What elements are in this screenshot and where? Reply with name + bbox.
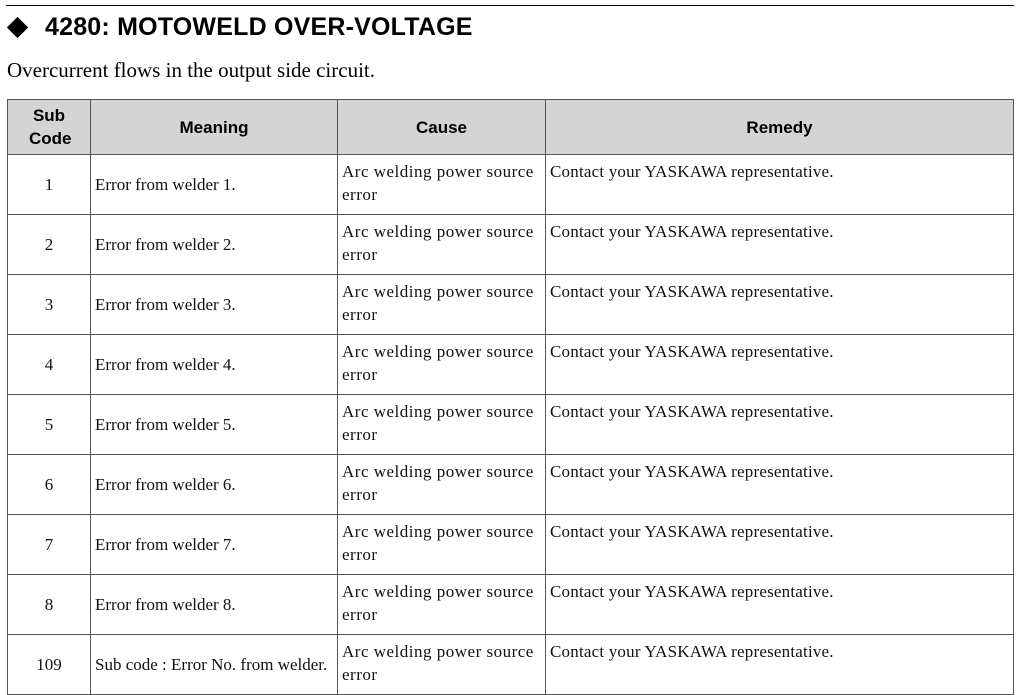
remedy-cell: Contact your YASKAWA representative.	[546, 275, 1014, 335]
table-row	[8, 395, 1014, 455]
meaning-cell: Error from welder 6.	[91, 455, 338, 515]
sub-code-cell: 8	[8, 575, 91, 635]
cause-cell: Arc welding power source error	[338, 575, 546, 635]
meaning-cell: Error from welder 1.	[91, 155, 338, 215]
table-row	[8, 575, 1014, 635]
cause-cell: Arc welding power source error	[338, 335, 546, 395]
meaning-cell: Sub code : Error No. from welder.	[91, 635, 338, 695]
cause-cell: Arc welding power source error	[338, 455, 546, 515]
sub-code-cell: 7	[8, 515, 91, 575]
sub-code-cell: 4	[8, 335, 91, 395]
cause-cell: Arc welding power source error	[338, 515, 546, 575]
header-cause: Cause	[338, 100, 546, 155]
sub-code-cell: 109	[8, 635, 91, 695]
remedy-cell: Contact your YASKAWA representative.	[546, 515, 1014, 575]
table-row	[8, 515, 1014, 575]
meaning-cell: Error from welder 3.	[91, 275, 338, 335]
meaning-cell: Error from welder 5.	[91, 395, 338, 455]
remedy-cell: Contact your YASKAWA representative.	[546, 455, 1014, 515]
meaning-cell: Error from welder 4.	[91, 335, 338, 395]
remedy-cell: Contact your YASKAWA representative.	[546, 155, 1014, 215]
remedy-cell: Contact your YASKAWA representative.	[546, 575, 1014, 635]
alarm-table	[7, 99, 1014, 695]
section-heading	[6, 12, 473, 42]
table-row	[8, 215, 1014, 275]
table-row	[8, 275, 1014, 335]
table-row	[8, 455, 1014, 515]
header-sub-code	[8, 100, 91, 155]
header-sub-code-label: Sub Code	[29, 106, 72, 148]
cause-cell: Arc welding power source error	[338, 155, 546, 215]
table-row	[8, 635, 1014, 695]
table-row	[8, 155, 1014, 215]
cause-cell: Arc welding power source error	[338, 215, 546, 275]
sub-code-cell: 3	[8, 275, 91, 335]
cause-cell: Arc welding power source error	[338, 635, 546, 695]
cause-cell: Arc welding power source error	[338, 395, 546, 455]
sub-code-cell: 5	[8, 395, 91, 455]
meaning-cell: Error from welder 8.	[91, 575, 338, 635]
section-title: 4280: MOTOWELD OVER-VOLTAGE	[45, 12, 473, 41]
sub-code-cell: 1	[8, 155, 91, 215]
meaning-cell: Error from welder 2.	[91, 215, 338, 275]
sub-code-cell: 6	[8, 455, 91, 515]
header-remedy: Remedy	[546, 100, 1014, 155]
sub-code-cell: 2	[8, 215, 91, 275]
remedy-cell: Contact your YASKAWA representative.	[546, 395, 1014, 455]
meaning-cell: Error from welder 7.	[91, 515, 338, 575]
remedy-cell: Contact your YASKAWA representative.	[546, 335, 1014, 395]
header-meaning: Meaning	[91, 100, 338, 155]
table-header-row	[8, 100, 1014, 155]
cause-cell: Arc welding power source error	[338, 275, 546, 335]
table-row	[8, 335, 1014, 395]
top-rule	[6, 5, 1014, 6]
section-description: Overcurrent flows in the output side circuit.	[7, 58, 375, 82]
diamond-bullet-icon	[7, 16, 28, 37]
remedy-cell: Contact your YASKAWA representative.	[546, 215, 1014, 275]
remedy-cell: Contact your YASKAWA representative.	[546, 635, 1014, 695]
